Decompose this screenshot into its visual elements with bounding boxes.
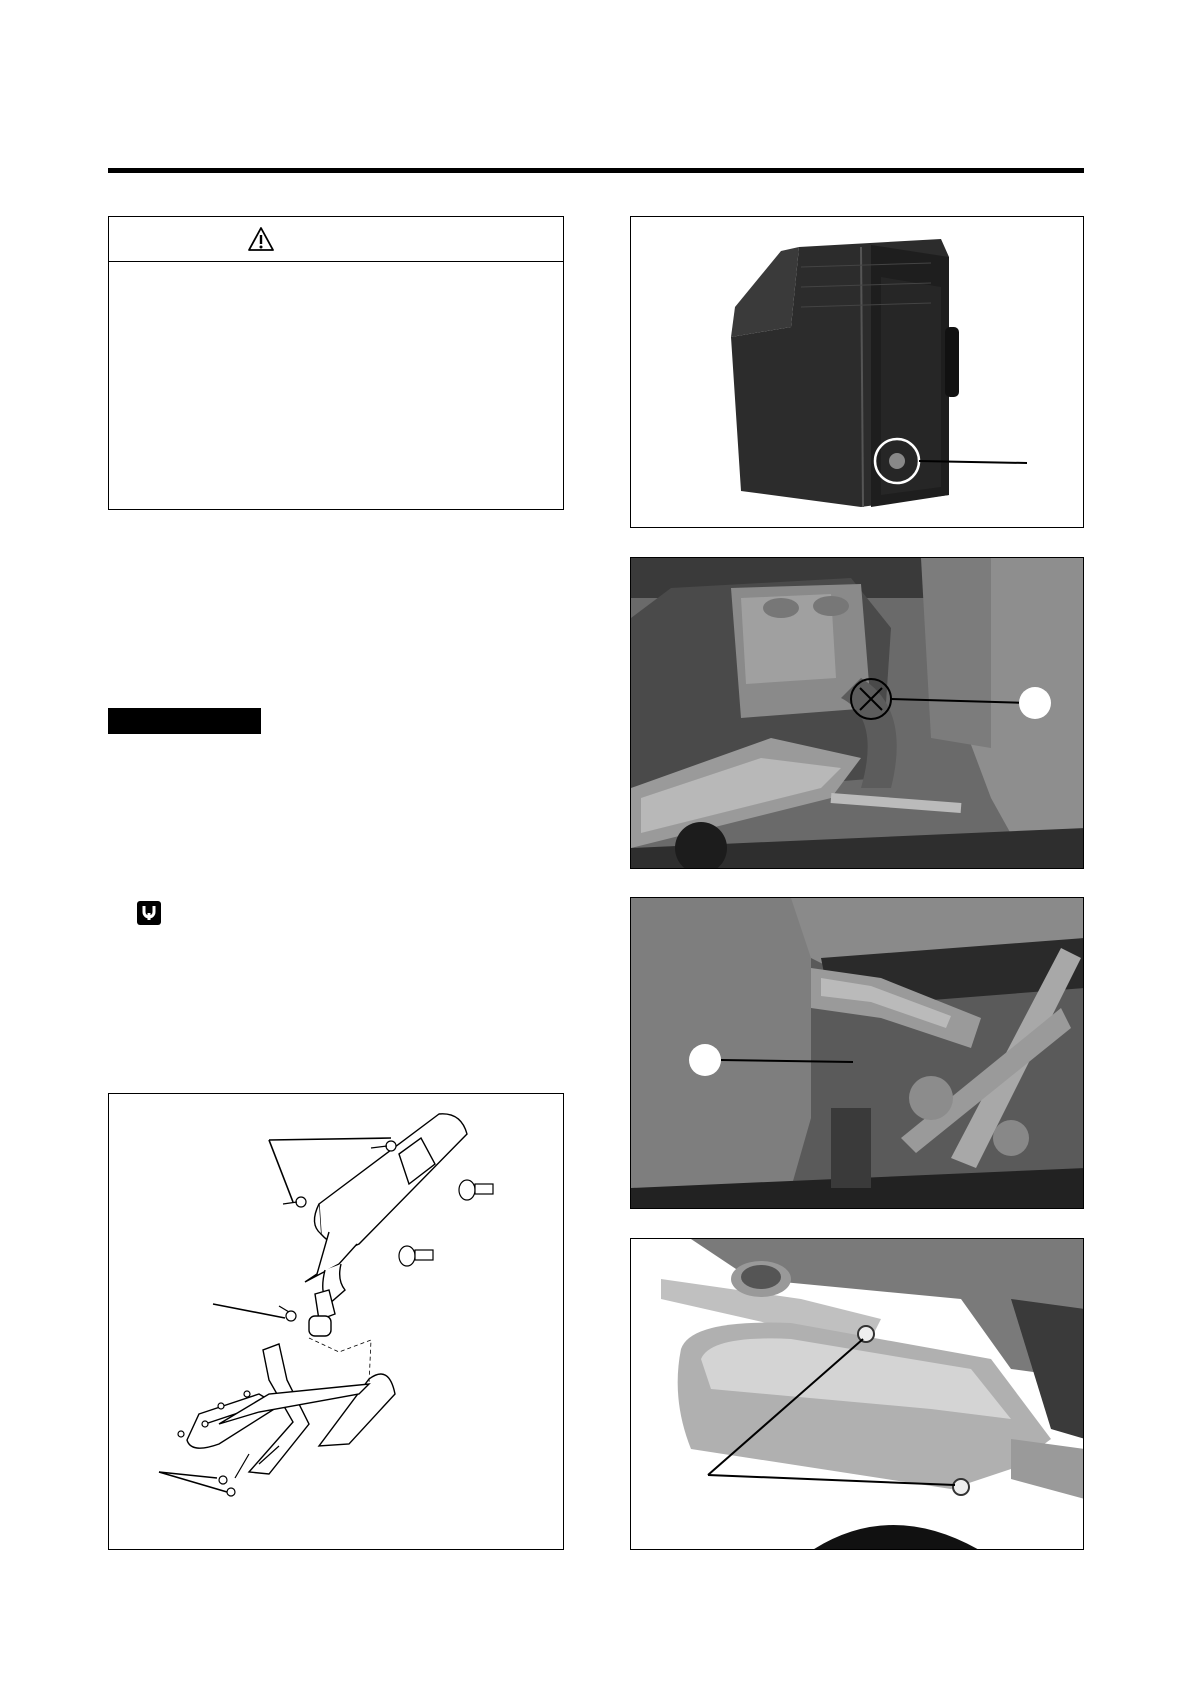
figure-exhaust-pipe (630, 897, 1084, 1209)
figure-engine-bolt (630, 557, 1084, 869)
section-label (108, 713, 114, 729)
wrench-torque-icon (137, 901, 161, 925)
warning-triangle-icon (247, 226, 275, 252)
warning-box (108, 216, 564, 510)
header-rule (108, 168, 1084, 173)
figure-muffler-bolts (630, 1238, 1084, 1550)
figure-exhaust-diagram (108, 1093, 564, 1550)
section-label-bar (108, 708, 261, 734)
warning-header-divider (109, 261, 563, 262)
figure-air-box (630, 216, 1084, 528)
